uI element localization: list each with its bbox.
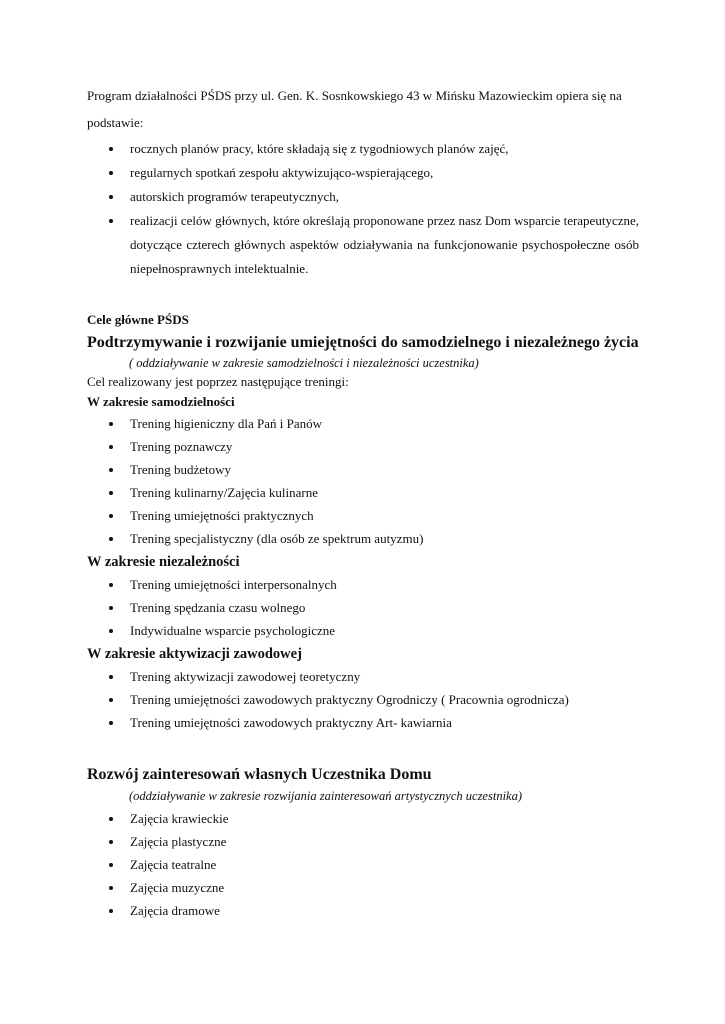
goals-heading: Cele główne PŚDS	[87, 312, 189, 327]
list-item: Zajęcia krawieckie	[87, 807, 639, 830]
list-item: Trening umiejętności praktycznych	[87, 504, 639, 527]
section-list	[87, 573, 639, 642]
list-item: Zajęcia dramowe	[87, 899, 639, 922]
goal2-note: (oddziaływanie w zakresie rozwijania zainteresowań artystycznych uczestnika)	[129, 789, 523, 803]
document-page	[87, 82, 639, 922]
list-item: realizacji celów głównych, które określają proponowane przez nasz Dom wsparcie terapeutyczne, dotyczące czterech głównych aspektów odziaływania na funkcjonowanie psychospołeczne osób niepełnosprawnych intelektualnie.	[87, 209, 639, 281]
goal2-list	[87, 807, 639, 922]
list-item: Zajęcia teatralne	[87, 853, 639, 876]
list-item: Trening poznawczy	[87, 435, 639, 458]
list-item: Trening higieniczny dla Pań i Panów	[87, 412, 639, 435]
section-list	[87, 412, 639, 550]
intro-paragraph: Program działalności PŚDS przy ul. Gen. K. Sosnkowskiego 43 w Mińsku Mazowieckim opiera się na podstawie:	[87, 88, 622, 130]
list-item: Trening specjalistyczny (dla osób ze spektrum autyzmu)	[87, 527, 639, 550]
list-item: Trening umiejętności interpersonalnych	[87, 573, 639, 596]
goal1-title: Podtrzymywanie i rozwijanie umiejętności do samodzielnego i niezależnego życia	[87, 334, 639, 351]
list-item: Trening spędzania czasu wolnego	[87, 596, 639, 619]
list-item: Trening umiejętności zawodowych praktyczny Art- kawiarnia	[87, 711, 639, 734]
list-item: Trening kulinarny/Zajęcia kulinarne	[87, 481, 639, 504]
list-item: Zajęcia muzyczne	[87, 876, 639, 899]
section-title: W zakresie niezależności	[87, 554, 240, 570]
list-item: Indywidualne wsparcie psychologiczne	[87, 619, 639, 642]
intro-bullet-list	[87, 137, 639, 281]
goal2-title: Rozwój zainteresowań własnych Uczestnika Domu	[87, 766, 432, 783]
list-item: Zajęcia plastyczne	[87, 830, 639, 853]
list-item: autorskich programów terapeutycznych,	[87, 185, 639, 209]
list-item: regularnych spotkań zespołu aktywizująco-wspierającego,	[87, 161, 639, 185]
section-title: W zakresie samodzielności	[87, 394, 235, 409]
goal1-note: ( oddziaływanie w zakresie samodzielności i niezależności uczestnika)	[129, 356, 479, 370]
section-title: W zakresie aktywizacji zawodowej	[87, 646, 302, 662]
list-item: Trening umiejętności zawodowych praktyczny Ogrodniczy ( Pracownia ogrodnicza)	[87, 688, 639, 711]
goal1-lead: Cel realizowany jest poprzez następujące treningi:	[87, 374, 349, 389]
section-list	[87, 665, 639, 734]
list-item: Trening aktywizacji zawodowej teoretyczny	[87, 665, 639, 688]
list-item: Trening budżetowy	[87, 458, 639, 481]
list-item: rocznych planów pracy, które składają się z tygodniowych planów zajęć,	[87, 137, 639, 161]
